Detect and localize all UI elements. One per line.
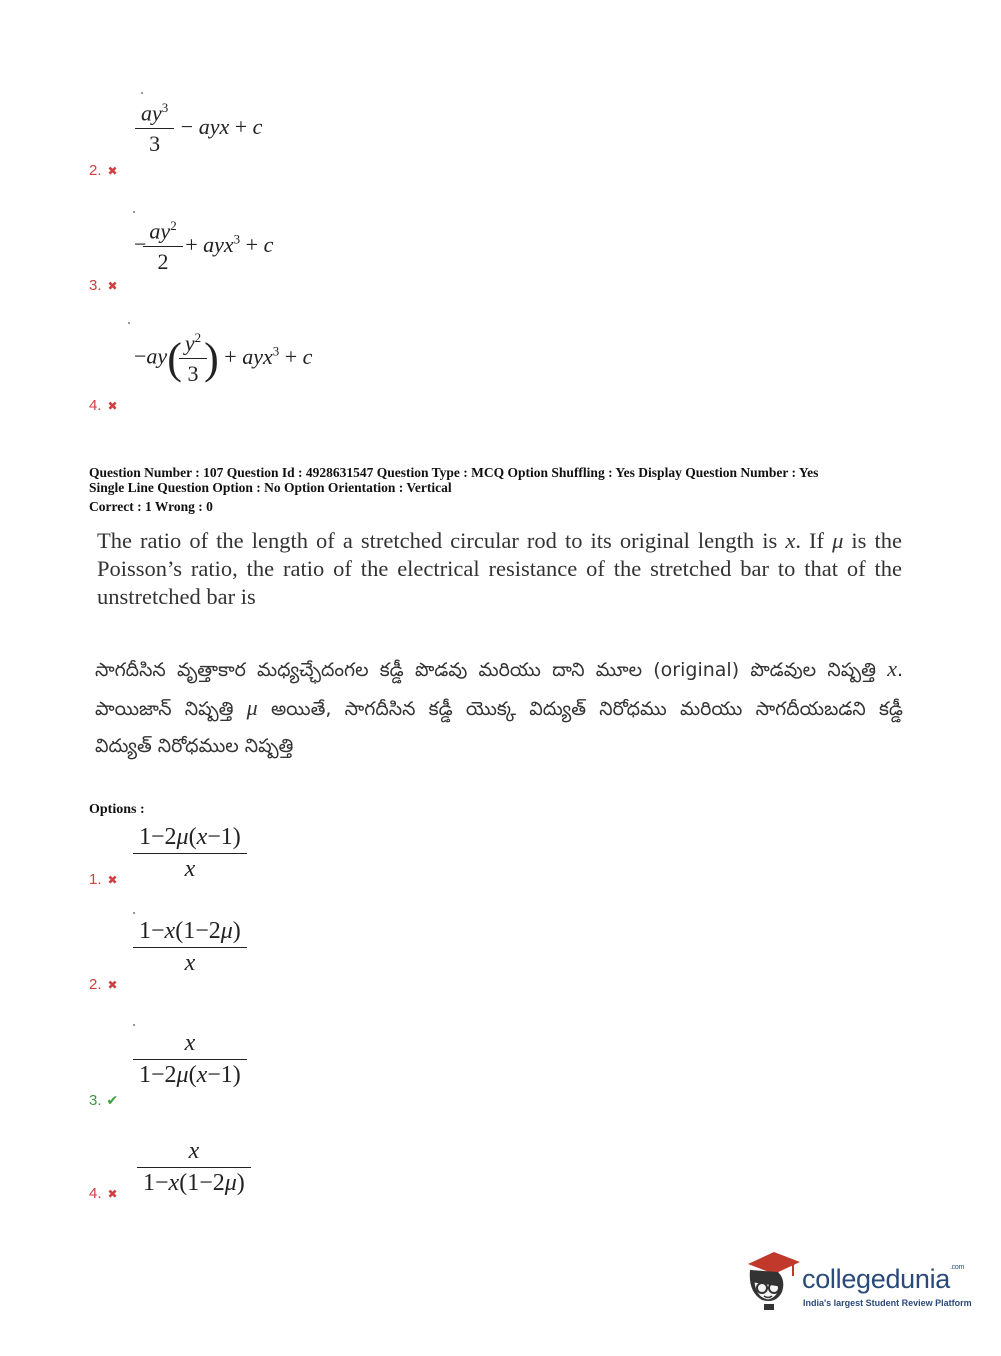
- question-meta: [89, 465, 969, 514]
- prev-option-3-formula: − $\frac{ay^2}{2}$ + ayx$^3$ + c: [134, 218, 274, 275]
- question-en-mu: μ: [832, 528, 844, 553]
- option-number: 2.: [89, 162, 102, 179]
- option-4-label: [89, 1185, 118, 1202]
- option-1-formula: $\frac{1-2\mu(x-1)}{x}$: [136, 824, 244, 883]
- option-1-label: [89, 871, 118, 888]
- wrong-icon: ✖: [107, 1187, 118, 1201]
- question-te-mu: μ: [246, 695, 258, 720]
- question-en-line3: unstretched bar is: [97, 584, 256, 609]
- brand-name: [802, 1264, 964, 1295]
- option-number: 4.: [89, 397, 102, 414]
- question-te-line1-end: .: [896, 659, 903, 681]
- option-3-label: [89, 1092, 118, 1109]
- option-number: 3.: [89, 1092, 102, 1109]
- wrong-icon: ✖: [107, 873, 118, 887]
- brand-tagline: India's largest Student Review Platform: [803, 1298, 972, 1308]
- question-en-var-x: x: [785, 528, 796, 553]
- collegedunia-logo: [742, 1248, 972, 1318]
- speck: [133, 211, 135, 213]
- question-te-var-x: x: [887, 656, 897, 681]
- speck: [133, 912, 135, 914]
- option-number: 3.: [89, 277, 102, 294]
- wrong-icon: ✖: [107, 164, 118, 178]
- question-text-telugu: [95, 650, 903, 765]
- wrong-icon: ✖: [107, 399, 118, 413]
- question-en-line2: Poisson’s ratio, the ratio of the electrical resistance of the stretched bar to that of the: [97, 556, 902, 581]
- correct-check-icon: ✔: [106, 1093, 119, 1109]
- option-4-formula: $\frac{x}{1-x(1-2\mu)}$: [140, 1138, 248, 1197]
- option-number: 1.: [89, 871, 102, 888]
- option-2-label: [89, 976, 118, 993]
- prev-option-2-label: [89, 162, 118, 179]
- question-en-mid1: . If: [795, 528, 833, 553]
- question-te-line2b: అయితే, సాగదీసిన కడ్డీ యొక్క విద్యుత్ నిరోధము మరియు సాగదీయబడని కడ్డీ: [257, 698, 903, 720]
- question-meta-line3: Correct : 1 Wrong : 0: [89, 499, 213, 514]
- mascot-icon: [742, 1248, 802, 1318]
- prev-option-4-formula: −ay( $\frac{y^2}{3}$ ) + ayx$^3$ + c: [134, 330, 313, 387]
- question-en-line1: The ratio of the length of a stretched circular rod to its original length is: [97, 528, 786, 553]
- speck: [133, 1024, 135, 1026]
- speck: [128, 322, 130, 324]
- prev-option-2-formula: $\frac{ay^3}{3}$ − ayx + c: [138, 100, 262, 157]
- question-te-line1: సాగదీసిన వృత్తాకార మధ్యచ్ఛేదంగల కడ్డీ పొడవు మరియు దాని మూల (original) పొడవుల నిష్పత్తి: [95, 659, 888, 681]
- options-label: Options :: [89, 802, 145, 817]
- question-te-line3: విద్యుత్ నిరోధముల నిష్పత్తి: [95, 735, 294, 757]
- brand-name-text: collegedunia: [802, 1264, 951, 1294]
- wrong-icon: ✖: [107, 279, 118, 293]
- brand-suffix: .com: [950, 1264, 965, 1271]
- speck: [141, 92, 143, 94]
- wrong-icon: ✖: [107, 978, 118, 992]
- prev-option-3-label: [89, 277, 118, 294]
- question-meta-line2: Single Line Question Option : No Option Orientation : Vertical: [89, 480, 452, 495]
- question-meta-line1: Question Number : 107 Question Id : 4928631547 Question Type : MCQ Option Shuffling : Yes Display Question Number : Yes: [89, 465, 819, 480]
- option-number: 2.: [89, 976, 102, 993]
- prev-option-4-label: [89, 397, 118, 414]
- question-en-end1: is the: [843, 528, 902, 553]
- option-number: 4.: [89, 1185, 102, 1202]
- option-3-formula: $\frac{x}{1-2\mu(x-1)}$: [136, 1030, 244, 1089]
- option-2-formula: $\frac{1-x(1-2\mu)}{x}$: [136, 918, 244, 977]
- question-te-line2a: పాయిజాన్ నిష్పత్తి: [95, 698, 247, 720]
- question-text-english: [97, 527, 902, 611]
